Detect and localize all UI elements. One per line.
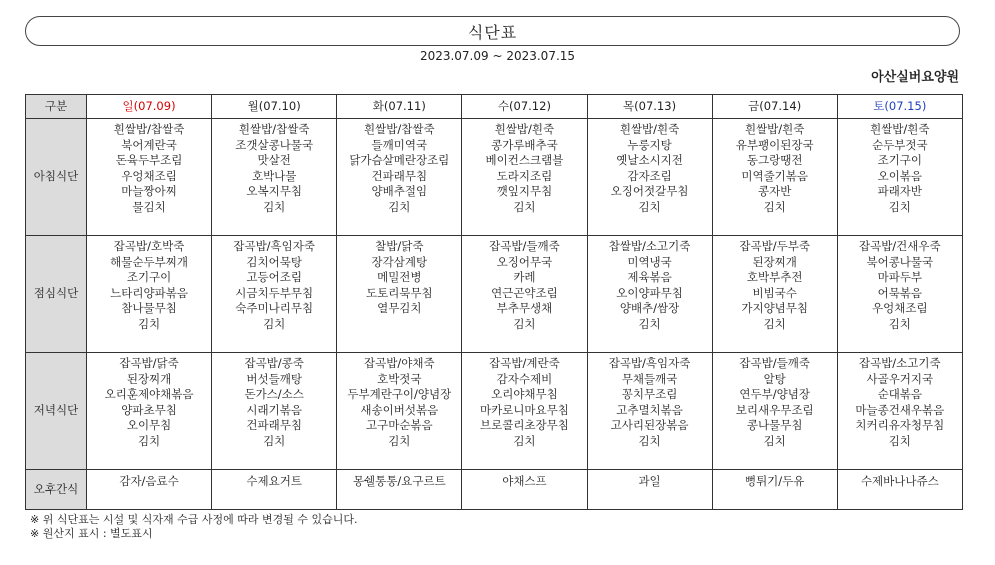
- menu-item: 참나물무침: [121, 301, 177, 315]
- day-header-sat: 토(07.15): [837, 95, 962, 119]
- menu-item: 김치: [638, 316, 661, 331]
- menu-item: 뻥튀기/두유: [744, 474, 805, 488]
- menu-item: 김치: [888, 316, 911, 331]
- menu-cell: [837, 353, 962, 470]
- menu-cell: [712, 119, 837, 236]
- menu-cell: [712, 236, 837, 353]
- menu-item: 오징어무국: [496, 254, 553, 269]
- menu-item: 김치어묵탕: [246, 254, 302, 269]
- menu-item: 가지양념무침: [741, 301, 809, 315]
- menu-cell: [837, 236, 962, 353]
- menu-item: 흰쌀밥/찹쌀죽: [113, 122, 185, 136]
- menu-item: 파래자반: [877, 184, 923, 198]
- menu-item: 오징어젓갈무침: [610, 184, 689, 198]
- menu-item: 흰쌀밥/흰죽: [494, 122, 555, 136]
- menu-item: 고추멸치볶음: [616, 402, 683, 417]
- corner-header: 구분: [26, 95, 87, 119]
- table-row: [26, 119, 963, 236]
- menu-cell: [337, 470, 462, 510]
- menu-cell: [212, 119, 337, 236]
- menu-item: 조갯살콩나물국: [235, 137, 314, 152]
- menu-item: 마파두부: [877, 270, 923, 284]
- menu-item: 마늘종건새우볶음: [855, 402, 945, 417]
- menu-item: 흰쌀밥/흰죽: [619, 122, 680, 136]
- menu-item: 잡곡밥/계란죽: [489, 356, 560, 370]
- menu-item: 오리야채무침: [491, 387, 558, 401]
- menu-item: 수제요거트: [246, 474, 302, 488]
- menu-cell: [212, 353, 337, 470]
- menu-period: 2023.07.09 ~ 2023.07.15: [419, 49, 576, 63]
- menu-cell: [837, 119, 962, 236]
- menu-item: 시금치두부무침: [235, 285, 314, 300]
- menu-item: 두부계란구이/양념장: [347, 387, 452, 401]
- menu-item: 느타리양파볶음: [110, 285, 188, 300]
- menu-cell: [712, 470, 837, 510]
- menu-item: 베이컨스크램블: [485, 153, 564, 167]
- menu-item: 마카로니마요무침: [480, 402, 569, 417]
- menu-item: 해물순두부찌개: [110, 254, 188, 269]
- menu-item: 순대볶음: [877, 387, 923, 401]
- table-row: [26, 470, 963, 510]
- menu-item: 김치: [388, 199, 411, 214]
- meal-label: 아침식단: [26, 119, 87, 236]
- menu-item: 고사리된장볶음: [610, 418, 689, 432]
- table-header-row: [26, 95, 963, 119]
- menu-item: 콩가루배추국: [491, 137, 558, 152]
- menu-cell: [87, 119, 212, 236]
- menu-item: 호박나물: [251, 168, 297, 183]
- menu-item: 옛날소시지전: [616, 153, 683, 167]
- menu-cell: [337, 353, 462, 470]
- menu-item: 잡곡밥/닭죽: [119, 356, 179, 370]
- menu-cell: [462, 470, 587, 510]
- menu-item: 호박부추전: [746, 270, 803, 284]
- menu-item: 양파초무침: [121, 402, 177, 417]
- menu-item: 김치: [137, 433, 161, 448]
- meal-label: 저녁식단: [26, 353, 87, 470]
- menu-item: 미역줄기볶음: [741, 168, 809, 183]
- menu-item: 카레: [513, 270, 536, 284]
- menu-item: 부추무생채: [496, 301, 553, 315]
- notes: [30, 513, 357, 541]
- menu-item: 알탕: [763, 371, 786, 386]
- menu-item: 오복지무침: [246, 184, 302, 198]
- menu-cell: [462, 353, 587, 470]
- menu-cell: [87, 236, 212, 353]
- menu-item: 흰쌀밥/흰죽: [870, 122, 930, 136]
- menu-item: 치커리유자청무침: [855, 418, 945, 432]
- menu-item: 무채들깨국: [621, 371, 678, 386]
- menu-item: 브로콜리초장무침: [480, 418, 569, 432]
- menu-item: 비빔국수: [752, 285, 797, 300]
- menu-item: 흰쌀밥/흰죽: [744, 122, 805, 136]
- meal-label: 점심식단: [26, 236, 87, 353]
- menu-item: 오이무침: [126, 418, 172, 432]
- menu-item: 들깨미역국: [371, 137, 428, 152]
- menu-item: 김치: [638, 199, 661, 214]
- menu-item: 우엉채조림: [872, 301, 928, 315]
- menu-item: 북어콩나물국: [866, 254, 934, 269]
- table-row: [26, 236, 963, 353]
- menu-cell: [587, 353, 712, 470]
- menu-item: 김치: [763, 199, 786, 214]
- menu-item: 우엉채조림: [121, 168, 177, 183]
- day-header-sun: 일(07.09): [87, 95, 212, 119]
- menu-cell: [87, 470, 212, 510]
- menu-cell: [587, 470, 712, 510]
- menu-item: 된장찌개: [126, 371, 172, 386]
- menu-item: 흰쌀밥/찹쌀죽: [238, 122, 310, 136]
- menu-item: 잡곡밥/소고기죽: [858, 356, 941, 370]
- menu-item: 김치: [763, 316, 786, 331]
- menu-item: 김치: [763, 433, 786, 448]
- menu-item: 된장찌개: [752, 254, 797, 269]
- menu-item: 잡곡밥/들깨죽: [739, 356, 810, 370]
- menu-item: 조기구이: [877, 153, 923, 167]
- menu-item: 김치: [888, 199, 911, 214]
- menu-cell: [587, 236, 712, 353]
- menu-item: 버섯들깨탕: [246, 371, 302, 386]
- menu-item: 잡곡밥/콩죽: [244, 356, 304, 370]
- menu-item: 새송이버섯볶음: [360, 402, 439, 417]
- menu-item: 순두부젓국: [872, 137, 928, 152]
- facility-name: 아산실버요양원: [871, 70, 959, 85]
- menu-item: 미역냉국: [627, 254, 672, 269]
- menu-item: 고등어조림: [246, 270, 302, 284]
- menu-cell: [337, 236, 462, 353]
- menu-item: 김치: [888, 433, 911, 448]
- day-header-fri: 금(07.14): [712, 95, 837, 119]
- menu-item: 장각삼계탕: [371, 254, 428, 269]
- menu-item: 김치: [263, 433, 286, 448]
- menu-item: 오리훈제야채볶음: [104, 387, 194, 401]
- menu-item: 건파래무침: [371, 168, 428, 183]
- menu-item: 양배추절임: [371, 184, 428, 198]
- menu-item: 호박젓국: [377, 371, 422, 386]
- menu-item: 열무김치: [377, 301, 422, 315]
- menu-item: 찹쌀밥/소고기죽: [608, 239, 691, 253]
- menu-item: 연두부/양념장: [739, 387, 810, 401]
- day-header-mon: 월(07.10): [212, 95, 337, 119]
- menu-item: 보리새우무조림: [735, 402, 814, 417]
- menu-item: 조기구이: [126, 270, 172, 284]
- menu-item: 고구마순볶음: [365, 418, 433, 432]
- menu-item: 흰쌀밥/찹쌀죽: [364, 122, 435, 136]
- day-header-wed: 수(07.12): [462, 95, 587, 119]
- menu-item: 김치: [137, 316, 161, 331]
- menu-item: 돈육두부조림: [115, 153, 183, 167]
- menu-cell: [462, 119, 587, 236]
- menu-item: 김치: [263, 316, 286, 331]
- menu-item: 감자수제비: [496, 371, 553, 386]
- menu-item: 잡곡밥/흑임자죽: [608, 356, 691, 370]
- menu-item: 맛살전: [257, 153, 291, 167]
- menu-item: 북어계란국: [121, 137, 177, 152]
- menu-item: 김치: [638, 433, 661, 448]
- menu-item: 수제바나나쥬스: [860, 474, 939, 488]
- menu-item: 어묵볶음: [877, 285, 923, 300]
- menu-item: 돈가스/소스: [244, 387, 304, 401]
- menu-title: [25, 16, 960, 46]
- menu-item: 잡곡밥/들깨죽: [489, 239, 560, 253]
- menu-item: 잡곡밥/건새우죽: [858, 239, 941, 253]
- menu-item: 잡곡밥/호박죽: [113, 239, 185, 253]
- menu-item: 잡곡밥/야채죽: [364, 356, 435, 370]
- menu-item: 김치: [513, 433, 536, 448]
- menu-item: 연근곤약조림: [491, 285, 558, 300]
- menu-item: 콩나물무침: [746, 418, 803, 432]
- menu-cell: [212, 236, 337, 353]
- menu-item: 김치: [513, 316, 536, 331]
- menu-cell: [212, 470, 337, 510]
- day-header-tue: 화(07.11): [337, 95, 462, 119]
- menu-item: 과일: [638, 474, 661, 488]
- menu-item: 사골우거지국: [866, 371, 934, 386]
- weekly-menu-table: [25, 94, 963, 510]
- menu-item: 마늘짱아찌: [121, 184, 177, 198]
- menu-item: 시래기볶음: [246, 402, 302, 417]
- menu-item: 숙주미나리무침: [235, 301, 314, 315]
- menu-item: 몽쉘통통/요구르트: [352, 474, 446, 488]
- menu-item: 김치: [388, 433, 411, 448]
- table-row: [26, 353, 963, 470]
- note-change-notice: ※ 위 식단표는 시설 및 식자재 수급 사정에 따라 변경될 수 있습니다.: [30, 513, 358, 526]
- menu-item: 도라지조림: [496, 168, 553, 183]
- menu-item: 물김치: [132, 199, 166, 214]
- note-origin-notice: ※ 원산지 표시 : 별도표시: [30, 527, 153, 540]
- menu-item: 깻잎지무침: [496, 184, 553, 198]
- menu-item: 감자/음료수: [119, 474, 179, 488]
- menu-item: 꽁치무조림: [621, 387, 678, 401]
- menu-item: 김치: [513, 199, 536, 214]
- menu-item: 제육볶음: [627, 270, 672, 284]
- menu-cell: [837, 470, 962, 510]
- menu-item: 잡곡밥/두부죽: [739, 239, 810, 253]
- menu-item: 찰밥/닭죽: [375, 239, 424, 253]
- meal-label: 오후간식: [26, 470, 87, 510]
- menu-cell: [337, 119, 462, 236]
- menu-item: 건파래무침: [246, 418, 302, 432]
- menu-item: 도토리묵무침: [365, 285, 433, 300]
- menu-item: 김치: [263, 199, 286, 214]
- menu-cell: [87, 353, 212, 470]
- day-header-thu: 목(07.13): [587, 95, 712, 119]
- menu-cell: [462, 236, 587, 353]
- menu-item: 닭가슴살메란장조림: [349, 153, 450, 167]
- menu-item: 유부팽이된장국: [735, 137, 814, 152]
- menu-cell: [712, 353, 837, 470]
- menu-title-text: 식단표: [467, 22, 518, 42]
- menu-item: 오이볶음: [877, 168, 923, 183]
- menu-item: 오이양파무침: [616, 285, 683, 300]
- menu-item: 누룽지탕: [627, 137, 672, 152]
- menu-item: 콩자반: [758, 184, 792, 198]
- menu-item: 양배추/쌈장: [619, 301, 680, 315]
- menu-item: 잡곡밥/흑임자죽: [233, 239, 315, 253]
- menu-item: 야채스프: [502, 474, 547, 488]
- menu-item: 동그랑땡전: [746, 153, 803, 167]
- menu-item: 감자조림: [627, 168, 672, 183]
- menu-cell: [587, 119, 712, 236]
- menu-item: 메밀전병: [377, 270, 422, 284]
